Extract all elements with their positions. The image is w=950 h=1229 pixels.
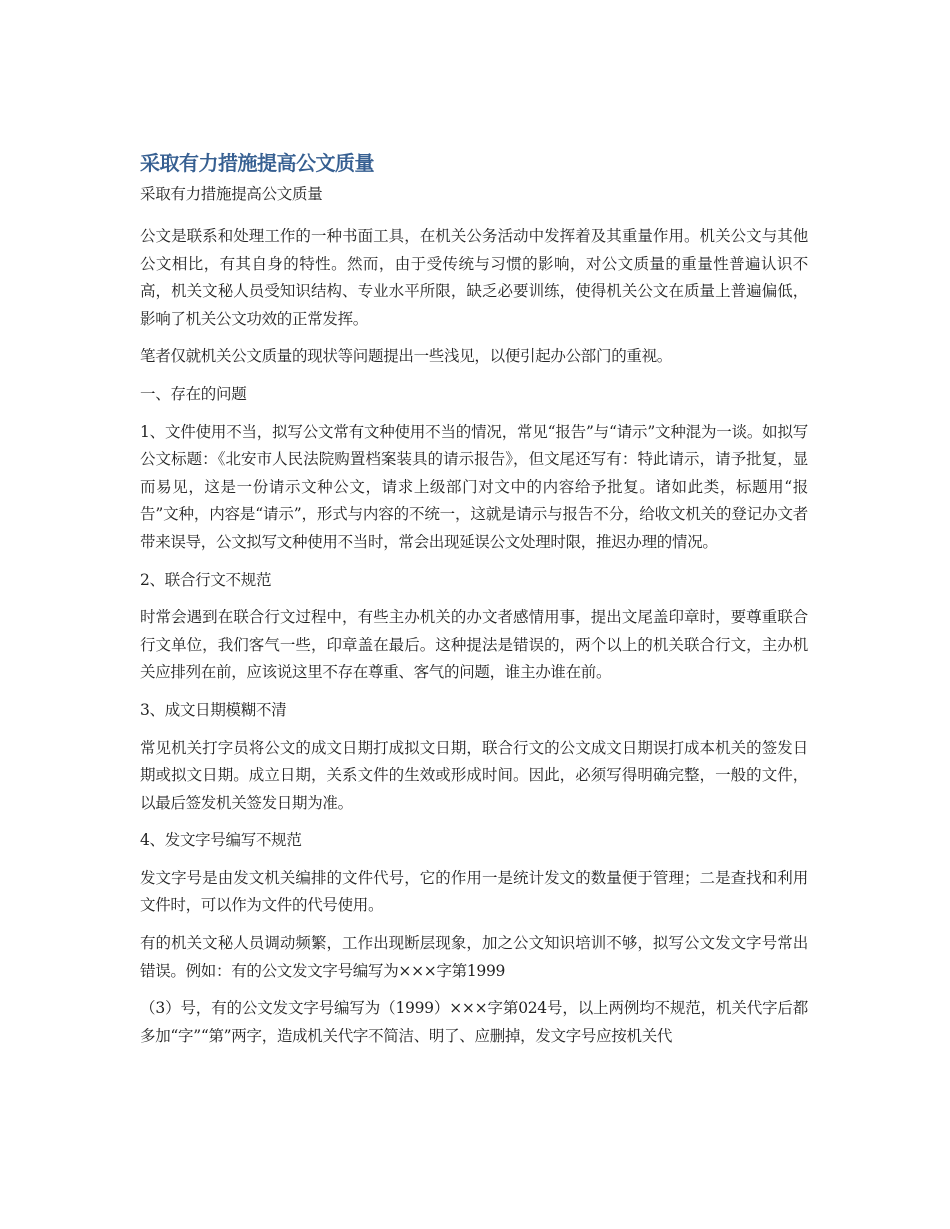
document-subtitle: 采取有力措施提高公文质量 [140, 185, 323, 203]
document-title: 采取有力措施提高公文质量 [140, 151, 374, 175]
document-page [140, 148, 808, 1060]
paragraph-item-2: 时常会遇到在联合行文过程中，有些主办机关的办文者感情用事，提出文尾盖印章时，要尊重联合行文单位，我们客气一些，印章盖在最后。这种提法是错误的，两个以上的机关联合行文，主办机关应排列在前，应该说这里不存在尊重、客气的问题，谁主办谁在前。 [140, 608, 808, 682]
item-heading-4: 4、发文字号编写不规范 [140, 831, 302, 850]
item-heading-2: 2、联合行文不规范 [140, 570, 272, 589]
paragraph-intro: 公文是联系和处理工作的一种书面工具，在机关公务活动中发挥着及其重量作用。机关公文与其他公文相比，有其自身的特性。然而，由于受传统与习惯的影响，对公文质量的重量性普遍认识不高，机关文秘人员受知识结构、专业水平所限，缺乏必要训练，使得机关公文在质量上普遍偏低，影响了机关公文功效的正常发挥。 [140, 227, 808, 328]
paragraph-purpose: 笔者仅就机关公文质量的现状等问题提出一些浅见，以便引起办公部门的重视。 [140, 347, 673, 366]
item-heading-3: 3、成文日期模糊不清 [140, 700, 287, 719]
paragraph-item-1: 1、文件使用不当，拟写公文常有文种使用不当的情况，常见“报告”与“请示”文种混为一谈。如拟写公文标题：《北安市人民法院购置档案装具的请示报告》，但文尾还写有：特此请示，请予批复，显而易见，这是一份请示文种公文，请求上级部门对文中的内容给予批复。诸如此类，标题用“报告”文种，内容是“请示”，形式与内容的不统一，这就是请示与报告不分，给收文机关的登记办文者带来误导，公文拟写文种使用不当时，常会出现延误公文处理时限，推迟办理的情况。 [140, 422, 808, 551]
paragraph-item-4c: （3）号，有的公文发文字号编写为（1999）×××字第024号，以上两例均不规范，机关代字后都多加“字”“第”两字，造成机关代字不简洁、明了、应删掉，发文字号应按机关代 [140, 999, 808, 1045]
paragraph-item-4b: 有的机关文秘人员调动频繁，工作出现断层现象，加之公文知识培训不够，拟写公文发文字号常出错误。例如：有的公文发文字号编写为×××字第1999 [140, 934, 808, 980]
paragraph-item-3: 常见机关打字员将公文的成文日期打成拟文日期，联合行文的公文成文日期误打成本机关的签发日期或拟文日期。成立日期，关系文件的生效或形成时间。因此，必须写得明确完整，一般的文件，以最后签发机关签发日期为准。 [140, 738, 808, 812]
paragraph-item-4a: 发文字号是由发文机关编排的文件代号，它的作用一是统计发文的数量便于管理；二是查找和利用文件时，可以作为文件的代号使用。 [140, 868, 808, 915]
section-heading-problems: 一、存在的问题 [140, 384, 247, 403]
